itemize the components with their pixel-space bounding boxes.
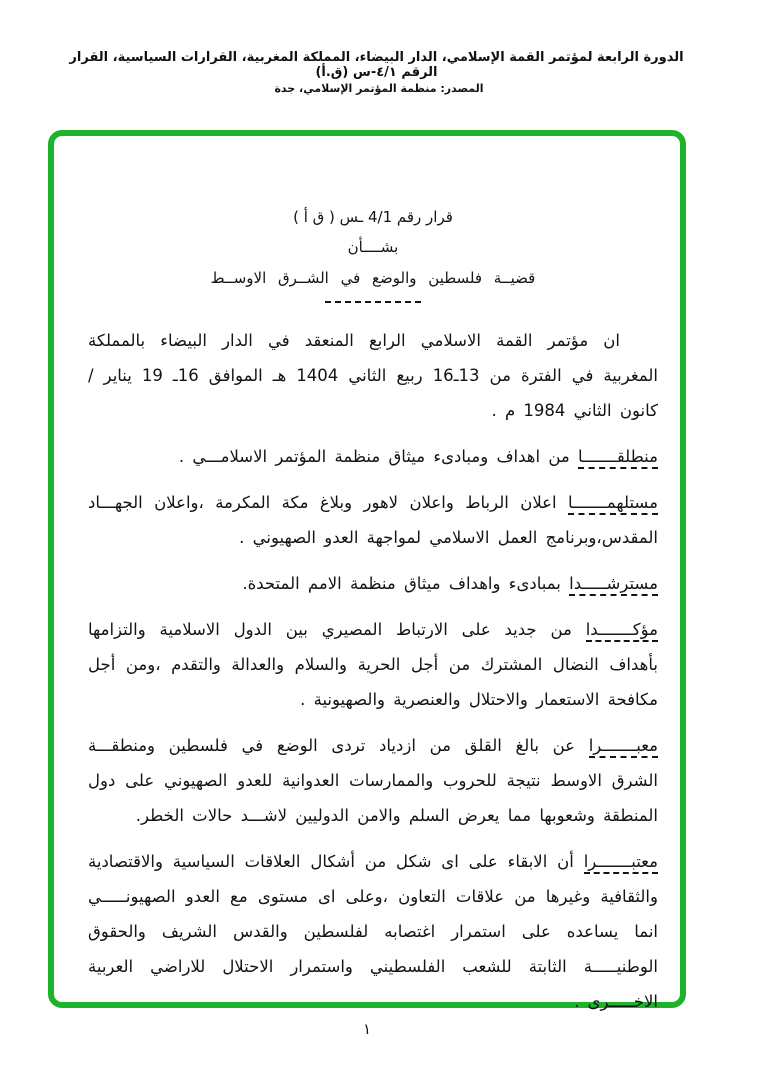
paragraph-text: بمبادىء واهداف ميثاق منظمة الامم المتحدة.	[242, 574, 561, 593]
paragraph-keyword: معبـــــــرا	[589, 736, 658, 758]
paragraph-keyword: مسترشـــــدا	[569, 574, 658, 596]
paragraph	[88, 485, 658, 555]
resolution-title-block	[88, 208, 658, 303]
paragraph-text: أن الابقاء على اى شكل من أشكال العلاقات السياسية والاقتصادية والثقافية وغيرها من علاقات التعاون ،وعلى اى مستوى مع العدو الصهيونـــــي انما يساعده على استمرار اغتصابه لفلسطين والقدس الشريف والحقوق الوطنيـــــة الثابتة للشعب الفلسطيني واستمرار الاحتلال للاراضي العربية الاخـــــرى .	[88, 852, 658, 1011]
page-number: ١	[362, 1020, 372, 1038]
resolution-regarding-line: بشــــأن	[347, 238, 399, 256]
paragraph-text: من جديد على الارتباط المصيري بين الدول الاسلامية والتزامها بأهداف النضال المشترك من أجل الحرية والسلام والعدالة والتقدم ،ومن أجل مكافحة الاستعمار والاحتلال والعنصرية والصهيونية .	[88, 620, 658, 709]
paragraph	[88, 728, 658, 833]
paragraph-keyword: معتبـــــــرا	[584, 852, 658, 874]
paragraph-preamble: ان مؤتمر القمة الاسلامي الرابع المنعقد في الدار البيضاء بالمملكة المغربية في الفترة من 13ـ16 ربيع الثاني 1404 هـ الموافق 16ـ 19 يناير / كانون الثاني 1984 م .	[88, 331, 658, 420]
document-citation-header: الدورة الرابعة لمؤتمر القمة الإسلامي، الدار البيضاء، المملكة المغربية، القرارات السياسية، القرار الرقم ٤/١-س (ق.أ)	[69, 50, 684, 80]
resolution-number-line: قرار رقم 4/1 ـس ( ق أ )	[293, 208, 453, 226]
document-frame	[48, 130, 686, 1011]
document-content	[88, 208, 658, 1030]
paragraph	[88, 566, 658, 601]
paragraph	[88, 844, 658, 1019]
resolution-subject-line: قضيــة فلسطين والوضع في الشــرق الاوســط	[210, 269, 536, 287]
paragraph-keyword: مستلهمـــــــا	[568, 493, 658, 515]
paragraph-keyword: مؤكـــــــدا	[586, 620, 658, 642]
title-divider	[325, 301, 421, 303]
paragraph-text: من اهداف ومبادىء ميثاق منظمة المؤتمر الاسلامـــي .	[178, 447, 570, 466]
resolution-body	[88, 323, 658, 1019]
paragraph	[88, 439, 658, 474]
source-line: المصدر: منظمة المؤتمر الإسلامي، جدة	[274, 82, 484, 95]
paragraph-keyword: منطلقـــــــا	[578, 447, 658, 469]
paragraph	[88, 612, 658, 717]
paragraph-text: عن بالغ القلق من ازدياد تردى الوضع في فلسطين ومنطقـــة الشرق الاوسط نتيجة للحروب والممارسات العدوانية للعدو الصهيوني على دول المنطقة وشعوبها مما يعرض السلم والامن الدوليين لاشـــد حالات الخطر.	[88, 736, 658, 825]
paragraph-text: اعلان الرباط واعلان لاهور وبلاغ مكة المكرمة ،واعلان الجهـــاد المقدس،وبرنامج العمل الاسلامي لمواجهة العدو الصهيوني .	[88, 493, 658, 547]
